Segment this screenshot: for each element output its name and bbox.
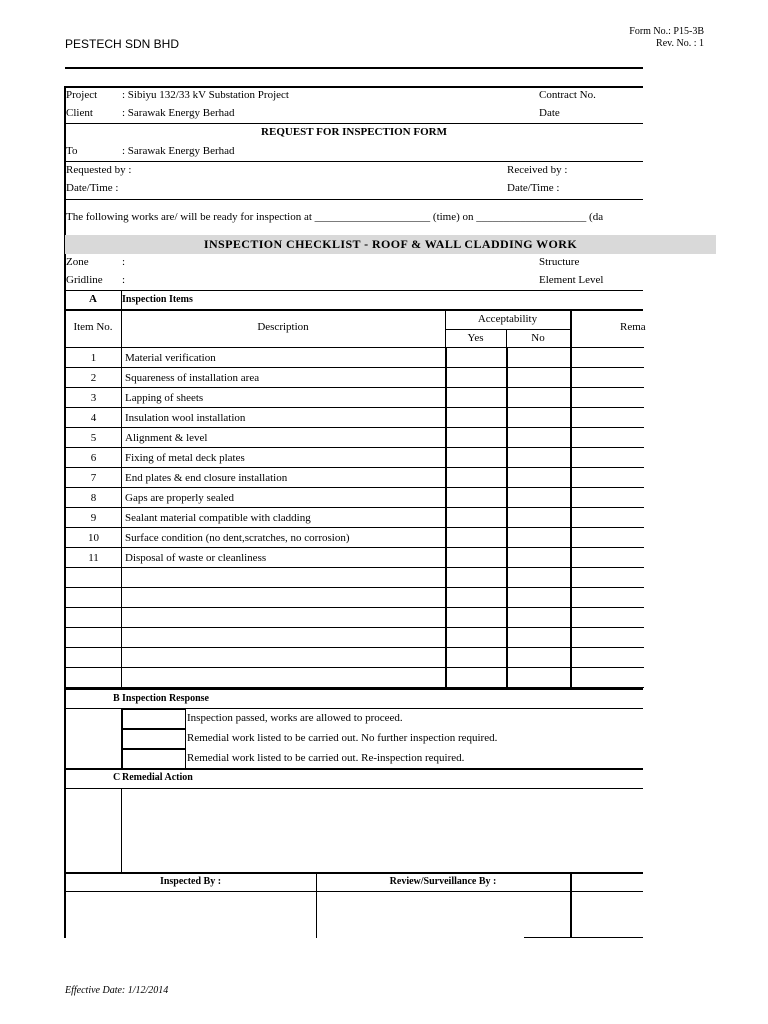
section-c-title: Remedial Action	[122, 772, 193, 783]
ready-statement: The following works are/ will be ready for inspection at _____________________ (time) on ____________________ (da	[66, 211, 604, 223]
yes-checkbox-cell[interactable]	[447, 568, 508, 588]
no-checkbox-cell[interactable]	[508, 568, 572, 588]
item-description: Material verification	[122, 348, 447, 368]
remarks-cell[interactable]	[572, 488, 645, 508]
item-description	[122, 648, 447, 668]
project-top-rule	[65, 86, 643, 88]
remarks-cell[interactable]	[572, 388, 645, 408]
item-number: 8	[66, 488, 122, 508]
rule	[445, 329, 570, 330]
project-label: Project	[66, 89, 98, 101]
signature-underline	[524, 937, 643, 938]
item-description	[122, 608, 447, 628]
item-number: 7	[66, 468, 122, 488]
yes-checkbox-cell[interactable]	[447, 608, 508, 628]
item-number	[66, 668, 122, 688]
yes-checkbox-cell[interactable]	[447, 668, 508, 688]
table-row	[66, 508, 645, 528]
table-row	[66, 568, 645, 588]
item-description: Fixing of metal deck plates	[122, 448, 447, 468]
gridline-label: Gridline	[66, 274, 103, 286]
rule	[65, 161, 643, 162]
yes-checkbox-cell[interactable]	[447, 488, 508, 508]
table-row	[66, 608, 645, 628]
response-checkbox-1[interactable]	[122, 709, 186, 729]
response-checkbox-2[interactable]	[122, 729, 186, 749]
section-b-letter: B	[113, 693, 120, 704]
item-description: Gaps are properly sealed	[122, 488, 447, 508]
item-description	[122, 668, 447, 688]
no-checkbox-cell[interactable]	[508, 368, 572, 388]
table-row	[66, 468, 645, 488]
table-row	[66, 548, 645, 568]
element-level-label: Element Level	[539, 274, 604, 286]
item-number	[66, 608, 122, 628]
client-label: Client	[66, 107, 93, 119]
inspected-by-label: Inspected By :	[159, 876, 222, 887]
structure-label: Structure	[539, 256, 580, 268]
remarks-cell[interactable]	[572, 548, 645, 568]
no-checkbox-cell[interactable]	[508, 408, 572, 428]
col-yes: Yes	[467, 332, 484, 344]
effective-date: Effective Date: 1/12/2014	[65, 985, 169, 996]
remarks-cell[interactable]	[572, 568, 645, 588]
section-a-letter: A	[89, 293, 97, 305]
yes-checkbox-cell[interactable]	[447, 448, 508, 468]
item-number: 3	[66, 388, 122, 408]
no-checkbox-cell[interactable]	[508, 608, 572, 628]
yes-checkbox-cell[interactable]	[447, 368, 508, 388]
datetime-right-label: Date/Time :	[507, 182, 560, 194]
yes-checkbox-cell[interactable]	[447, 428, 508, 448]
received-by-label: Received by :	[507, 164, 568, 176]
rule	[65, 199, 643, 200]
table-row	[66, 368, 645, 388]
item-number	[66, 628, 122, 648]
zone-label: Zone	[66, 256, 89, 268]
rule	[65, 872, 643, 874]
remarks-cell[interactable]	[572, 508, 645, 528]
section-a-title: Inspection Items	[122, 294, 193, 305]
item-description: Lapping of sheets	[122, 388, 447, 408]
table-row	[66, 488, 645, 508]
revision-number: Rev. No. : 1	[656, 38, 704, 49]
item-number: 10	[66, 528, 122, 548]
item-number: 5	[66, 428, 122, 448]
yes-checkbox-cell[interactable]	[447, 388, 508, 408]
remarks-cell[interactable]	[572, 588, 645, 608]
table-row	[66, 428, 645, 448]
no-checkbox-cell[interactable]	[508, 468, 572, 488]
table-row	[66, 528, 645, 548]
review-by-label: Review/Surveillance By :	[389, 876, 497, 887]
no-checkbox-cell[interactable]	[508, 508, 572, 528]
response-option-3: Remedial work listed to be carried out. Re-inspection required.	[187, 752, 465, 764]
item-number: 6	[66, 448, 122, 468]
item-number: 4	[66, 408, 122, 428]
item-description: Surface condition (no dent,scratches, no corrosion)	[122, 528, 447, 548]
col-description: Description	[257, 321, 309, 333]
item-number: 9	[66, 508, 122, 528]
inspected-by-signature-area[interactable]	[66, 893, 315, 937]
rule	[65, 290, 643, 291]
yes-checkbox-cell[interactable]	[447, 408, 508, 428]
item-description: Alignment & level	[122, 428, 447, 448]
col-acceptability: Acceptability	[477, 313, 538, 325]
section-b-title: Inspection Response	[122, 693, 209, 704]
checklist-title: INSPECTION CHECKLIST - ROOF & WALL CLADDING WORK	[203, 237, 578, 251]
item-description: Disposal of waste or cleanliness	[122, 548, 447, 568]
response-checkbox-3[interactable]	[122, 749, 186, 769]
zone-colon: :	[122, 256, 126, 268]
response-option-1: Inspection passed, works are allowed to proceed.	[187, 712, 403, 724]
yes-checkbox-cell[interactable]	[447, 648, 508, 668]
item-number	[66, 648, 122, 668]
yes-checkbox-cell[interactable]	[447, 588, 508, 608]
no-checkbox-cell[interactable]	[508, 428, 572, 448]
rule	[65, 768, 643, 770]
yes-checkbox-cell[interactable]	[447, 548, 508, 568]
table-row	[66, 588, 645, 608]
contract-no-label: Contract No.	[539, 89, 596, 101]
col-item-no: Item No.	[73, 321, 113, 333]
response-option-2: Remedial work listed to be carried out. No further inspection required.	[187, 732, 498, 744]
table-row	[66, 348, 645, 368]
col-no: No	[531, 332, 545, 344]
inspection-items-table	[65, 347, 644, 688]
table-row	[66, 448, 645, 468]
section-c-letter: C	[113, 772, 121, 783]
item-number: 11	[66, 548, 122, 568]
col-remarks: Rema	[620, 321, 646, 333]
item-number: 1	[66, 348, 122, 368]
requested-by-label: Requested by :	[66, 164, 132, 176]
yes-checkbox-cell[interactable]	[447, 628, 508, 648]
no-checkbox-cell[interactable]	[508, 668, 572, 688]
yes-checkbox-cell[interactable]	[447, 468, 508, 488]
to-label: To	[66, 145, 78, 157]
no-checkbox-cell[interactable]	[508, 628, 572, 648]
item-number	[66, 568, 122, 588]
date-label: Date	[539, 107, 560, 119]
yes-checkbox-cell[interactable]	[447, 528, 508, 548]
form-title: REQUEST FOR INSPECTION FORM	[261, 126, 447, 138]
client-value: : Sarawak Energy Berhad	[122, 107, 235, 119]
no-checkbox-cell[interactable]	[508, 528, 572, 548]
item-description: Insulation wool installation	[122, 408, 447, 428]
no-checkbox-cell[interactable]	[508, 488, 572, 508]
item-description: Sealant material compatible with cladding	[122, 508, 447, 528]
datetime-left-label: Date/Time :	[66, 182, 119, 194]
remarks-cell[interactable]	[572, 528, 645, 548]
sig-divider-2	[570, 872, 572, 938]
item-description: Squareness of installation area	[122, 368, 447, 388]
remarks-cell[interactable]	[572, 408, 645, 428]
project-value: : Sibiyu 132/33 kV Substation Project	[122, 89, 289, 101]
rule	[65, 688, 643, 690]
remarks-cell[interactable]	[572, 608, 645, 628]
remarks-cell[interactable]	[572, 648, 645, 668]
rule	[65, 891, 643, 892]
no-checkbox-cell[interactable]	[508, 348, 572, 368]
to-value: : Sarawak Energy Berhad	[122, 145, 235, 157]
remarks-cell[interactable]	[572, 348, 645, 368]
rule	[65, 123, 643, 124]
no-checkbox-cell[interactable]	[508, 548, 572, 568]
no-checkbox-cell[interactable]	[508, 448, 572, 468]
item-number: 2	[66, 368, 122, 388]
header-rule	[65, 67, 643, 69]
no-checkbox-cell[interactable]	[508, 388, 572, 408]
table-row	[66, 648, 645, 668]
item-description	[122, 628, 447, 648]
remarks-cell[interactable]	[572, 468, 645, 488]
remarks-cell[interactable]	[572, 628, 645, 648]
no-checkbox-cell[interactable]	[508, 588, 572, 608]
remarks-cell[interactable]	[572, 448, 645, 468]
table-row	[66, 388, 645, 408]
item-description	[122, 568, 447, 588]
yes-checkbox-cell[interactable]	[447, 508, 508, 528]
rule	[65, 788, 643, 789]
gridline-colon: :	[122, 274, 126, 286]
company-name: PESTECH SDN BHD	[65, 37, 180, 51]
item-description: End plates & end closure installation	[122, 468, 447, 488]
item-description	[122, 588, 447, 608]
table-row	[66, 628, 645, 648]
item-number	[66, 588, 122, 608]
review-by-signature-area[interactable]	[318, 893, 569, 937]
remarks-cell[interactable]	[572, 368, 645, 388]
table-row	[66, 408, 645, 428]
remarks-cell[interactable]	[572, 428, 645, 448]
table-row	[66, 668, 645, 688]
remarks-cell[interactable]	[572, 668, 645, 688]
no-checkbox-cell[interactable]	[508, 648, 572, 668]
remedial-action-area[interactable]	[122, 790, 642, 870]
form-number: Form No.: P15-3B	[629, 26, 704, 37]
yes-checkbox-cell[interactable]	[447, 348, 508, 368]
rule	[65, 309, 643, 311]
